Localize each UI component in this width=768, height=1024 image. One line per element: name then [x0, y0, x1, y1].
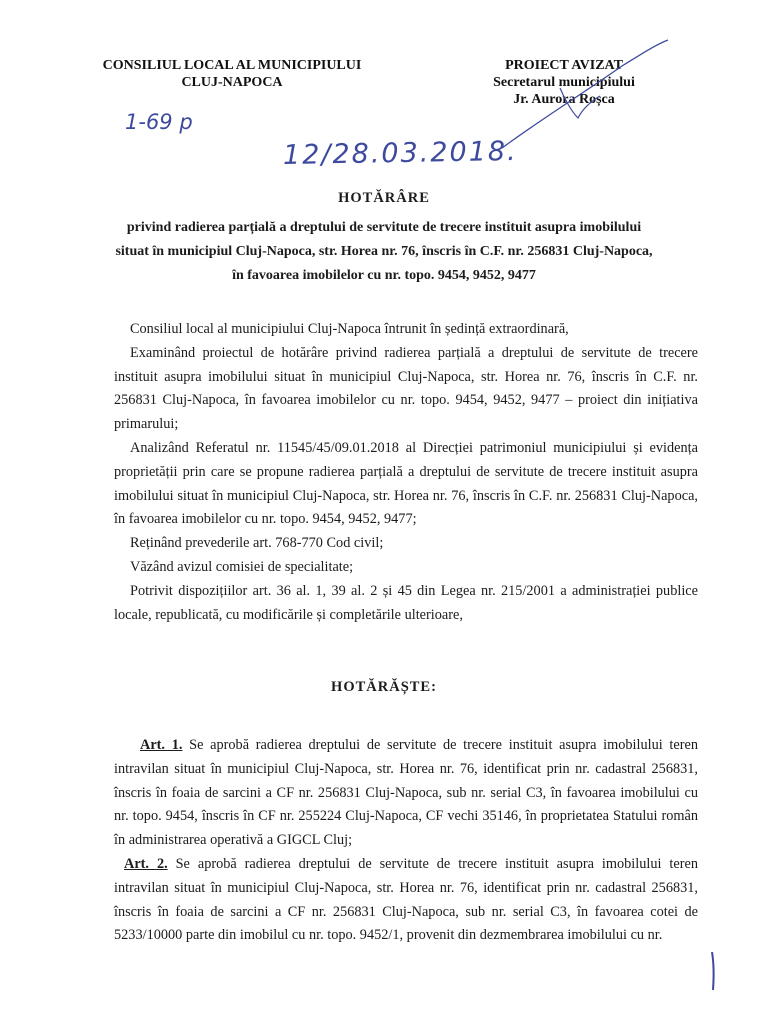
signature-stroke	[502, 40, 668, 148]
preamble-paragraph: Analizând Referatul nr. 11545/45/09.01.2018 al Direcției patrimoniul municipiului și evidența proprietății prin care se propune radierea parțială a dreptului de servitute de trecere instituit asupra imobilului situat în municipiul Cluj-Napoca, str. Horea nr. 76, înscris în C.F. nr. 256831 Cluj-Napoca, în favoarea imobilelor cu nr. topo. 9454, 9452, 9477;	[114, 439, 698, 528]
article-text: Se aprobă radierea dreptului de servitute de trecere instituit asupra imobilului teren intravilan situat în municipiul Cluj-Napoca, str. Horea nr. 76, identificat prin nr. cadastral 256831, înscris în foaia de sarcini a CF nr. 256831 Cluj-Napoca, sub nr. serial C3, în favoarea cotei de 5233/10000 parte din imobilul cu nr. topo. 9452/1, provenit din dezmembrarea imobilului cu nr.	[114, 855, 698, 944]
articles	[114, 734, 698, 948]
preamble-paragraph: Examinând proiectul de hotărâre privind radierea parțială a dreptului de servitute de trecere instituit asupra imobilului situat în municipiul Cluj-Napoca, str. Horea nr. 76, înscris în C.F. nr. 256831 Cluj-Napoca, în favoarea imobilelor cu nr. topo. 9454, 9452, 9477 – proiect din inițiativa primarului;	[114, 344, 698, 433]
subject-line-3: în favoarea imobilelor cu nr. topo. 9454, 9452, 9477	[232, 268, 536, 283]
preamble-paragraph: Potrivit dispozițiilor art. 36 al. 1, 39 al. 2 și 45 din Legea nr. 215/2001 a administrației publice locale, republicată, cu modificările și completările ulterioare,	[114, 582, 698, 623]
article	[114, 853, 698, 948]
approver-name: Jr. Aurora Roșca	[513, 92, 615, 107]
subject-line-1: privind radierea parțială a dreptului de servitute de trecere instituit asupra imobilului	[126, 220, 642, 235]
subject-line-2: situat în municipiul Cluj-Napoca, str. Horea nr. 76, înscris în C.F. nr. 256831 Cluj-Napoca,	[115, 244, 653, 259]
issuer-line: CONSILIUL LOCAL AL MUNICIPIULUI	[102, 58, 362, 73]
handwritten-registry-number: 1-69 p	[125, 110, 193, 134]
preamble-paragraph: Văzând avizul comisiei de specialitate;	[130, 558, 354, 575]
approval-label: PROIECT AVIZAT	[505, 58, 623, 73]
issuer-city: CLUJ-NAPOCA	[181, 75, 283, 90]
handwritten-date: 12/28.03.2018.	[282, 135, 518, 172]
approver-role: Secretarul municipiului	[493, 75, 635, 90]
article-text: Se aprobă radierea dreptului de servitute de trecere instituit asupra imobilului teren intravilan situat în municipiul Cluj-Napoca, str. Horea nr. 76, identificat prin nr. cadastral 256831, înscris în foaia de sarcini a CF nr. 256831 Cluj-Napoca, sub nr. serial C3, în favoarea imobilului cu nr. topo. 9454, înscris în CF nr. 255224 Cluj-Napoca, CF vechi 35146, în proprietatea Statului român în administrarea operativă a GIGCL Cluj;	[114, 737, 698, 849]
preamble-paragraph: Consiliul local al municipiului Cluj-Napoca întrunit în ședință extraordinară,	[130, 321, 569, 337]
document-subject	[0, 216, 768, 288]
margin-mark	[712, 952, 714, 990]
article-label: Art. 2.	[124, 855, 168, 872]
decision-heading: HOTĂRĂȘTE:	[331, 679, 437, 695]
article-label: Art. 1.	[140, 737, 183, 753]
preamble-paragraph: Reținând prevederile art. 768-770 Cod civil;	[130, 535, 384, 552]
document-title: HOTĂRÂRE	[338, 190, 430, 206]
preamble	[114, 318, 698, 627]
signature-flourish	[560, 88, 600, 118]
article	[114, 734, 698, 853]
